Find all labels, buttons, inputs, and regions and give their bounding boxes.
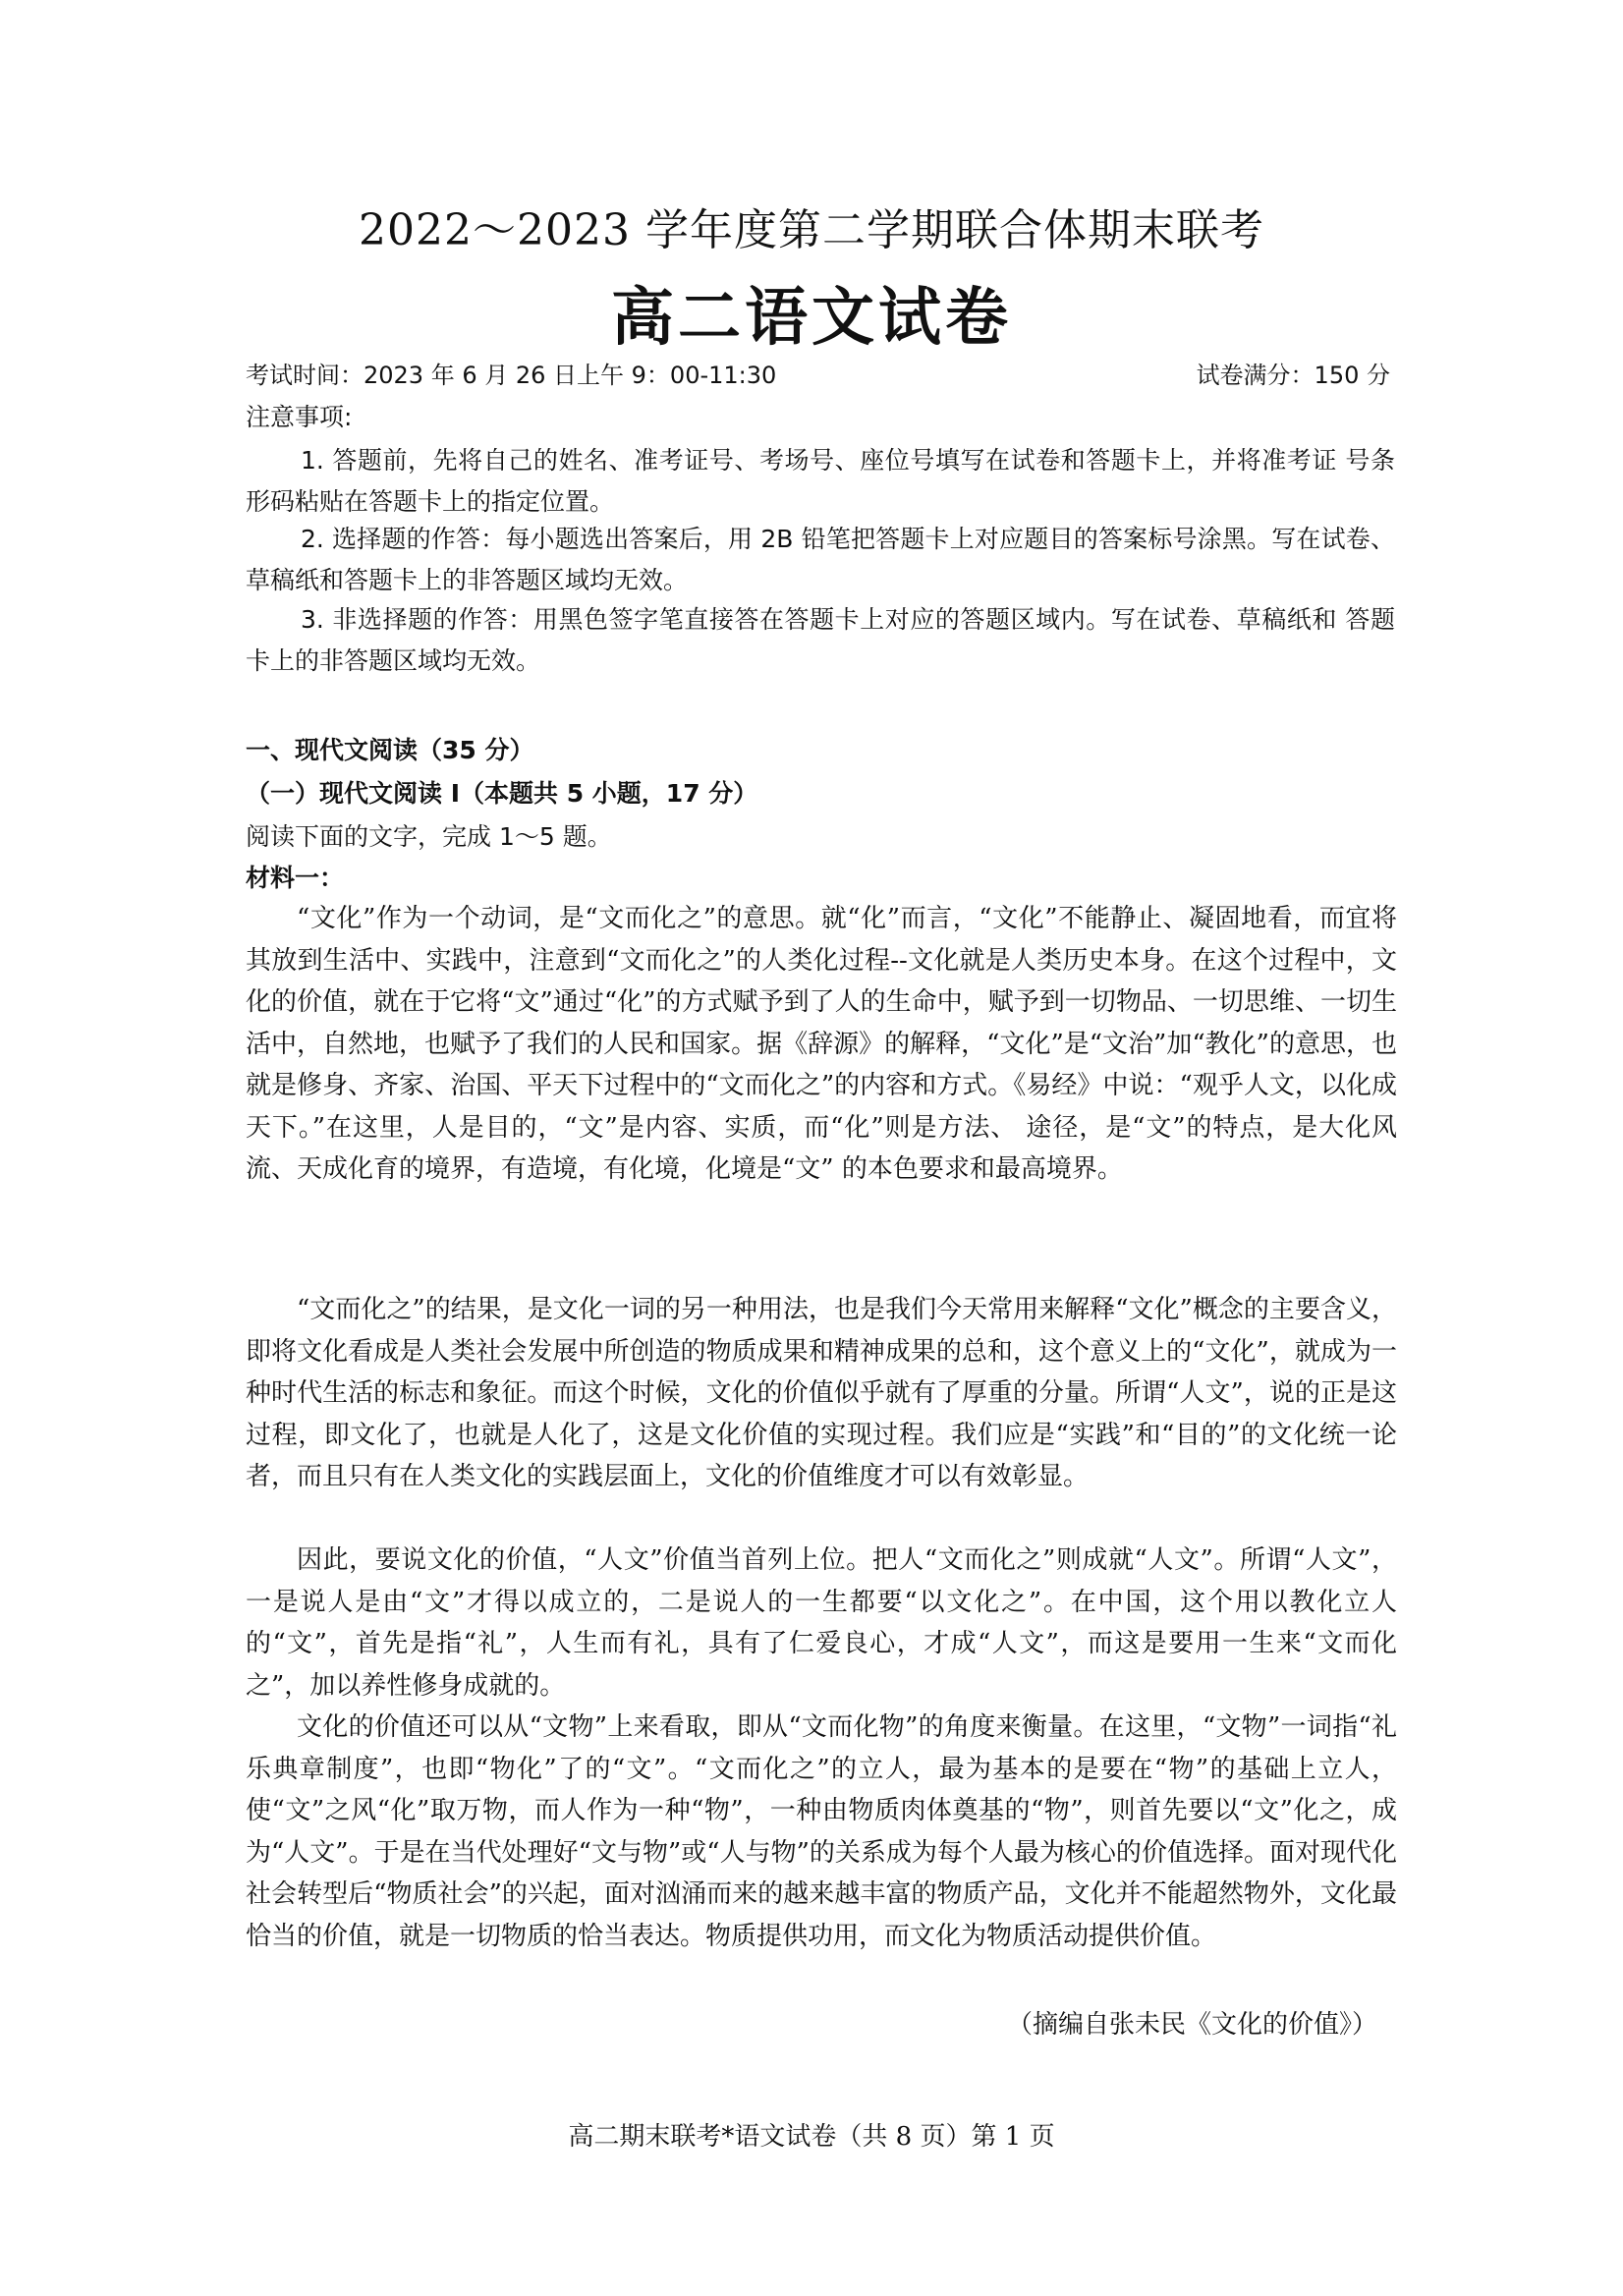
body-paragraph: 因此，要说文化的价值，“人文”价值当首列上位。把人“文而化之”则成就“人文”。所谓“人文”，一是说人是由“文”才得以成立的，二是说人的一生都要“以文化之”。在中国，这个用以教化立人的“文”，首先是指“礼”，人生而有礼，具有了仁爱良心，才成“人文”，而这是要用一生来“文而化之”，加以养性修身成就的。 <box>246 1545 1397 1701</box>
full-score: 试卷满分：150 分 <box>1196 362 1390 389</box>
note-item: 1. 答题前，先将自己的姓名、准考证号、考场号、座位号填写在试卷和答题卡上，并将准考证 号条形码粘贴在答题卡上的指定位置。 <box>246 446 1395 516</box>
page-footer: 高二期末联考*语文试卷（共 8 页）第 1 页 <box>568 2122 1055 2152</box>
reading-instruction: 阅读下面的文字，完成 1～5 题。 <box>246 822 612 851</box>
material-label: 材料一： <box>246 864 345 892</box>
exam-time: 考试时间：2023 年 6 月 26 日上午 9：00-11:30 <box>246 362 777 389</box>
body-paragraph: “文而化之”的结果，是文化一词的另一种用法，也是我们今天常用来解释“文化”概念的主要含义，即将文化看成是人类社会发展中所创造的物质成果和精神成果的总和，这个意义上的“文化”，就成为一种时代生活的标志和象征。而这个时候，文化的价值似乎就有了厚重的分量。所谓“人文”，说的正是这过程，即文化了，也就是人化了，这是文化价值的实现过程。我们应是“实践”和“目的”的文化统一论者，而且只有在人类文化的实践层面上，文化的价值维度才可以有效彰显。 <box>246 1295 1397 1491</box>
notes-label: 注意事项: <box>246 403 353 431</box>
paper-title: 高二语文试卷 <box>611 281 1012 355</box>
source-citation: （摘编自张未民《文化的价值》） <box>1006 2010 1377 2040</box>
note-item: 2. 选择题的作答：每小题选出答案后，用 2B 铅笔把答题卡上对应题目的答案标号涂黑。写在试卷、草稿纸和答题卡上的非答题区域均无效。 <box>246 525 1395 594</box>
exam-title: 2022～2023 学年度第二学期联合体期末联考 <box>359 205 1264 255</box>
body-paragraph: “文化”作为一个动词，是“文而化之”的意思。就“化”而言，“文化”不能静止、凝固地看，而宜将其放到生活中、实践中，注意到“文而化之”的人类化过程--文化就是人类历史本身。在这个过程中，文化的价值，就在于它将“文”通过“化”的方式赋予到了人的生命中，赋予到一切物品、一切思维、一切生活中，自然地，也赋予了我们的人民和国家。据《辞源》的解释，“文化”是“文治”加“教化”的意思，也就是修身、齐家、治国、平天下过程中的“文而化之”的内容和方式。《易经》中说：“观乎人文，以化成天下。”在这里，人是目的，“文”是内容、实质，而“化”则是方法、 途径，是“文”的特点，是大化风流、天成化育的境界，有造境，有化境，化境是“文” 的本色要求和最高境界。 <box>246 904 1397 1184</box>
section-subheading: （一）现代文阅读 I（本题共 5 小题，17 分） <box>246 779 758 808</box>
exam-info-row <box>246 356 1390 390</box>
section-heading: 一、现代文阅读（35 分） <box>246 736 534 764</box>
body-paragraph: 文化的价值还可以从“文物”上来看取，即从“文而化物”的角度来衡量。在这里，“文物”一词指“礼乐典章制度”，也即“物化”了的“文”。“文而化之”的立人，最为基本的是要在“物”的基础上立人，使“文”之风“化”取万物，而人作为一种“物”，一种由物质肉体奠基的“物”，则首先要以“文”化之，成为“人文”。于是在当代处理好“文与物”或“人与物”的关系成为每个人最为核心的价值选择。面对现代化社会转型后“物质社会”的兴起，面对汹涌而来的越来越丰富的物质产品，文化并不能超然物外，文化最恰当的价值，就是一切物质的恰当表达。物质提供功用，而文化为物质活动提供价值。 <box>246 1712 1397 1951</box>
note-item: 3. 非选择题的作答：用黑色签字笔直接答在答题卡上对应的答题区域内。写在试卷、草稿纸和 答题卡上的非答题区域均无效。 <box>246 605 1395 675</box>
